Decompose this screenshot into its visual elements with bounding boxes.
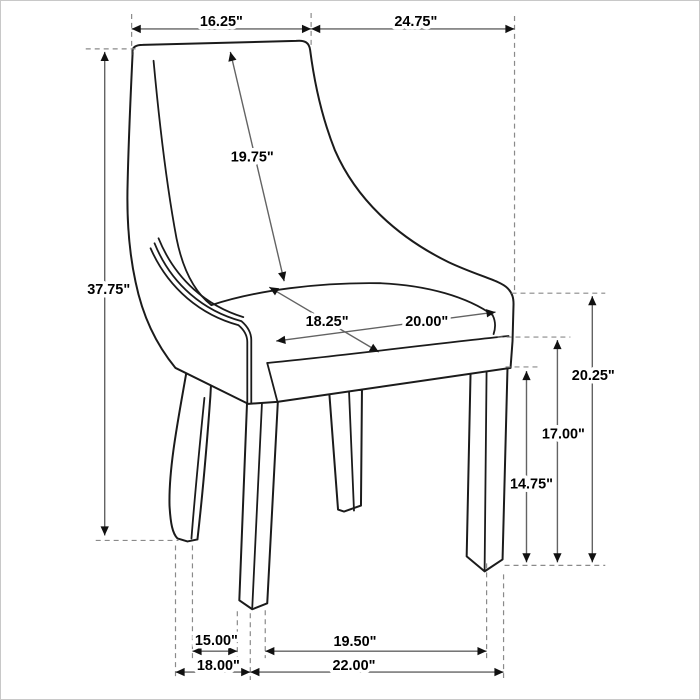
dim-label-backrest-slope: 19.75" bbox=[230, 149, 274, 166]
dim-label-right-outer: 20.25" bbox=[571, 367, 615, 384]
dim-label-seat-width: 20.00" bbox=[405, 314, 449, 331]
dim-label-left-depth: 18.00" bbox=[196, 658, 240, 675]
dim-label-top-depth: 24.75" bbox=[394, 13, 438, 30]
dim-label-overall-height: 37.75" bbox=[87, 282, 131, 299]
dim-label-leg-gap: 15.00" bbox=[194, 633, 238, 650]
dim-label-seat-depth: 18.25" bbox=[305, 314, 349, 331]
dim-label-front-span: 19.50" bbox=[333, 634, 377, 651]
back-right-leg bbox=[329, 390, 362, 512]
chair-legs bbox=[169, 366, 507, 609]
dim-label-right-inner: 14.75" bbox=[509, 476, 553, 493]
dim-label-top-back-width: 16.25" bbox=[199, 13, 243, 30]
dim-label-right-middle: 17.00" bbox=[541, 426, 585, 443]
diagram-canvas bbox=[1, 1, 699, 699]
front-left-leg bbox=[239, 395, 278, 609]
chair-body-silhouette bbox=[127, 41, 513, 404]
dim-label-overall-width: 22.00" bbox=[332, 658, 376, 675]
